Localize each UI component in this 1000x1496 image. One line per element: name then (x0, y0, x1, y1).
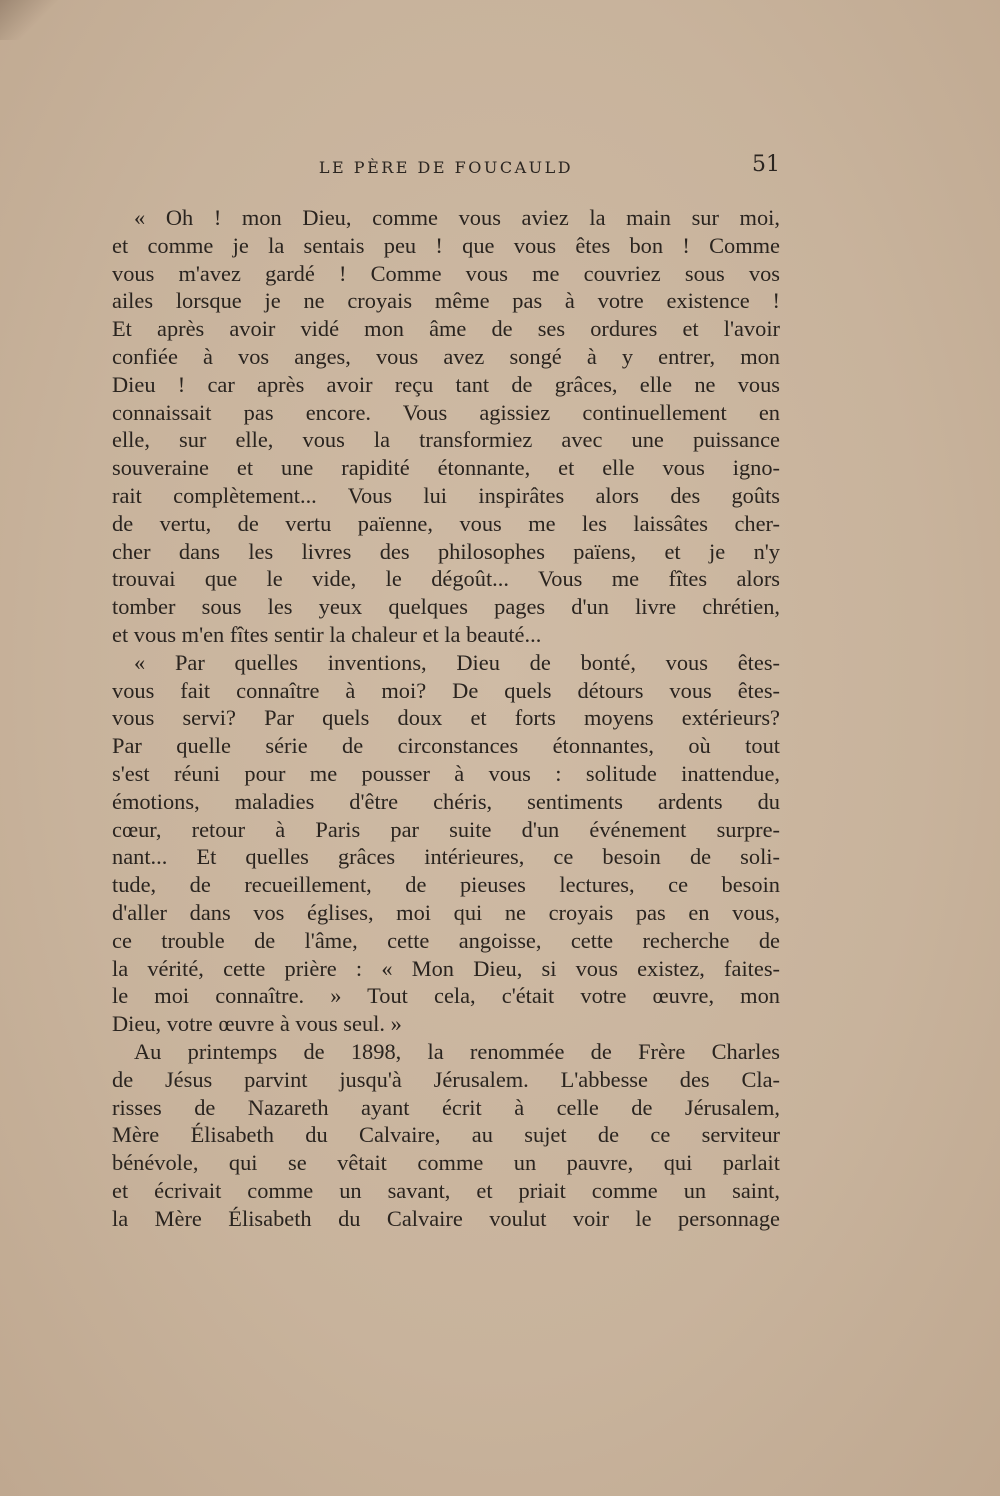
text-line: et écrivait comme un savant, et priait comme un saint, (112, 1177, 780, 1203)
text-line: cœur, retour à Paris par suite d'un événement surpre- (112, 816, 780, 842)
text-line: la vérité, cette prière : « Mon Dieu, si vous existez, faites- (112, 955, 780, 981)
text-line: nant... Et quelles grâces intérieures, ce besoin de soli- (112, 844, 780, 870)
text-line: rait complètement... Vous lui inspirâtes alors des goûts (112, 482, 780, 508)
text-line: cher dans les livres des philosophes païens, et je n'y (112, 538, 780, 564)
text-line: connaissait pas encore. Vous agissiez continuellement en (112, 399, 780, 425)
paragraph-prayer-2 (112, 649, 780, 1038)
text-line: le moi connaître. » Tout cela, c'était votre œuvre, mon (112, 983, 780, 1009)
text-line: la Mère Élisabeth du Calvaire voulut voir le personnage (112, 1205, 780, 1231)
text-line: de Jésus parvint jusqu'à Jérusalem. L'abbesse des Cla- (112, 1066, 780, 1092)
text-line: Dieu ! car après avoir reçu tant de grâces, elle ne vous (112, 371, 780, 397)
text-line: de vertu, de vertu païenne, vous me les laissâtes cher- (112, 510, 780, 536)
text-line: souveraine et une rapidité étonnante, et elle vous igno- (112, 455, 780, 481)
paragraph-prayer-1 (112, 204, 780, 649)
page-number: 51 (752, 152, 780, 177)
text-line: et vous m'en fîtes sentir la chaleur et la beauté... (112, 621, 542, 647)
running-title: LE PÈRE DE FOUCAULD (318, 158, 574, 177)
text-line: elle, sur elle, vous la transformiez avec une puissance (112, 427, 780, 453)
text-line: ailes lorsque je ne croyais même pas à votre existence ! (112, 288, 780, 314)
text-line: Et après avoir vidé mon âme de ses ordures et l'avoir (112, 316, 780, 342)
text-line: émotions, maladies d'être chéris, sentiments ardents du (112, 788, 780, 814)
text-line: risses de Nazareth ayant écrit à celle de Jérusalem, (112, 1094, 780, 1120)
text-line: vous fait connaître à moi? De quels détours vous êtes- (112, 677, 780, 703)
text-line: Dieu, votre œuvre à vous seul. » (112, 1011, 402, 1037)
running-header (112, 152, 780, 182)
text-line: tomber sous les yeux quelques pages d'un livre chrétien, (112, 594, 780, 620)
text-line: bénévole, qui se vêtait comme un pauvre, qui parlait (112, 1150, 780, 1176)
text-line: Par quelle série de circonstances étonnantes, où tout (112, 733, 780, 759)
text-line: et comme je la sentais peu ! que vous êtes bon ! Comme (112, 232, 780, 258)
page-corner-shadow (0, 0, 60, 40)
paragraph-narrative (112, 1038, 780, 1233)
text-line: « Oh ! mon Dieu, comme vous aviez la main sur moi, (134, 205, 780, 230)
text-line: confiée à vos anges, vous avez songé à y entrer, mon (112, 343, 780, 369)
body-text (112, 204, 780, 1232)
text-line: vous servi? Par quels doux et forts moyens extérieurs? (112, 705, 780, 731)
text-line: Au printemps de 1898, la renommée de Frère Charles (134, 1038, 780, 1064)
text-line: Mère Élisabeth du Calvaire, au sujet de ce serviteur (112, 1122, 780, 1148)
text-line: trouvai que le vide, le dégoût... Vous me fîtes alors (112, 566, 780, 592)
text-line: tude, de recueillement, de pieuses lectures, ce besoin (112, 872, 780, 898)
text-line: d'aller dans vos églises, moi qui ne croyais pas en vous, (112, 899, 780, 925)
text-line: ce trouble de l'âme, cette angoisse, cette recherche de (112, 927, 780, 953)
text-line: s'est réuni pour me pousser à vous : solitude inattendue, (112, 760, 780, 786)
text-line: « Par quelles inventions, Dieu de bonté, vous êtes- (134, 649, 780, 675)
text-line: vous m'avez gardé ! Comme vous me couvriez sous vos (112, 260, 780, 286)
